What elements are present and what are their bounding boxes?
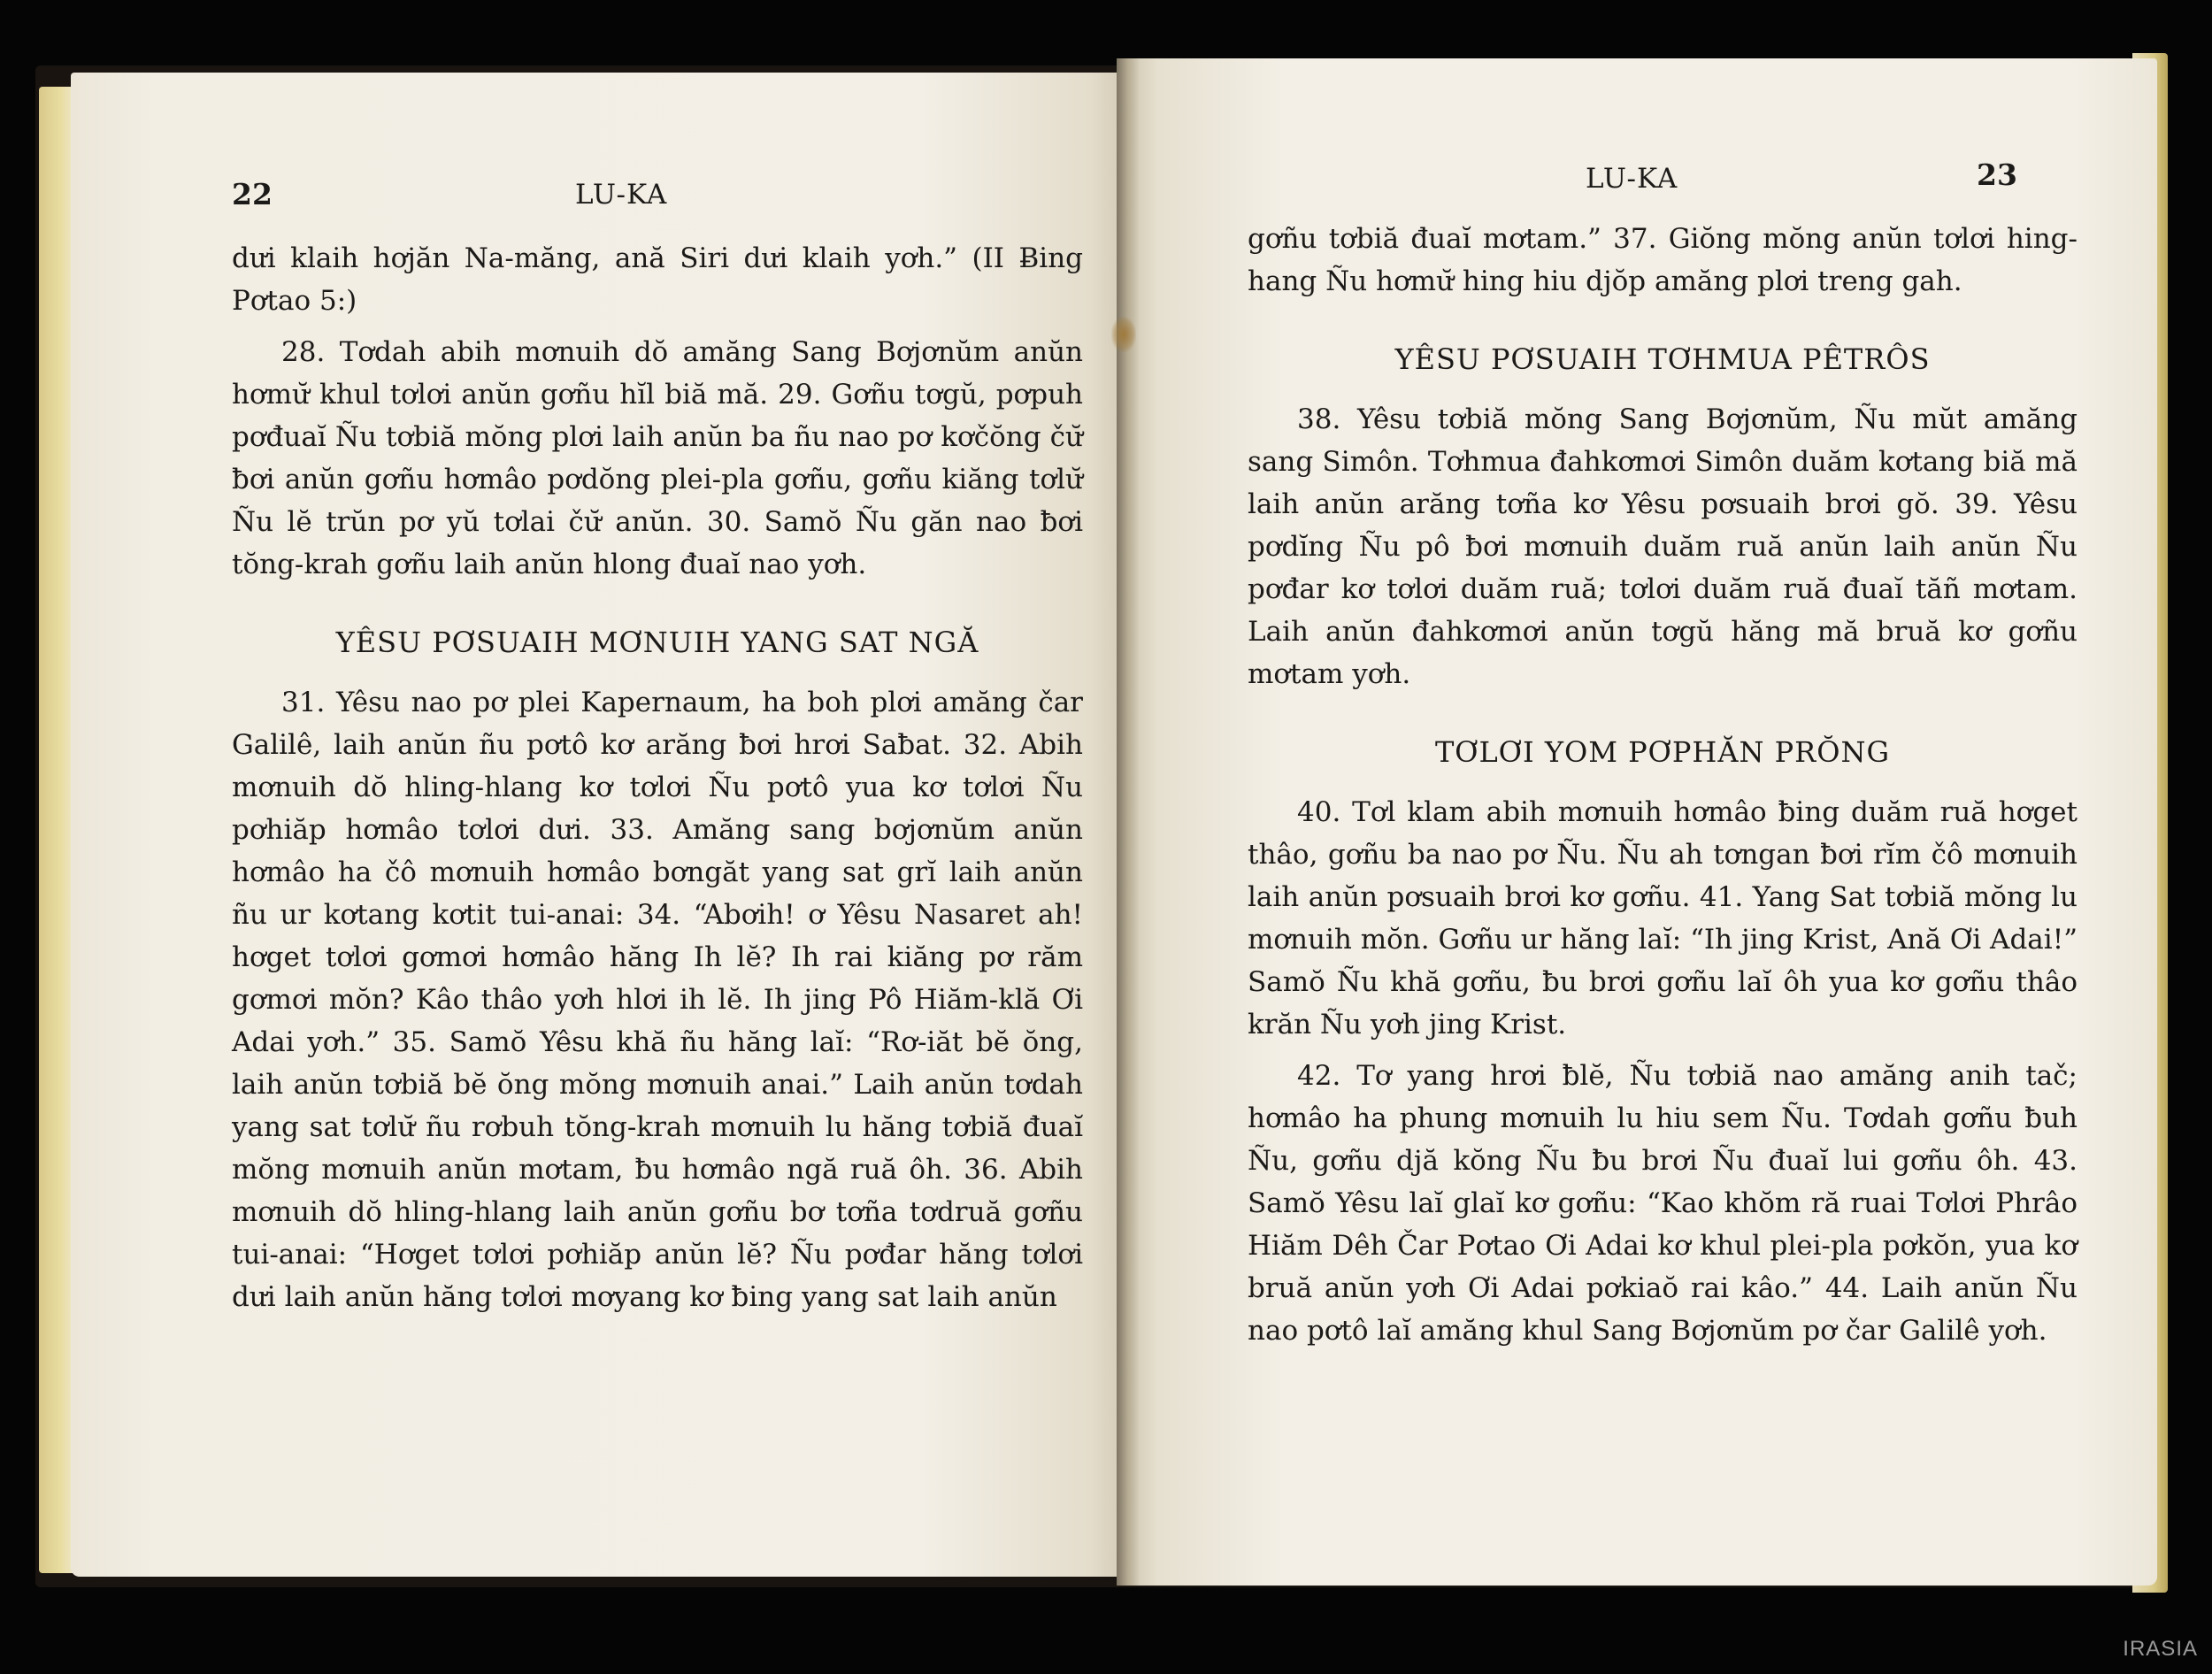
paragraph-40: 40. Tơl klam abih mơnuih hơmâo ƀing duăm ruă hơget thâo, gơñu ba nao pơ Ñu. Ñu ah tơngan ƀơi rĭm čô mơnuih laih anŭn pơsuaih brơi kơ gơñu. 41. Yang Sat tơbiă mŏng lu mơnuih mŏn. Gơñu ur hăng laĭ: “Ih jing Krist, Ană Ơi Adai!” Samŏ Ñu khă gơñu, ƀu brơi gơñu laĭ ôh yua kơ gơñu thâo krăn Ñu yơh jing Krist.: [1248, 796, 2078, 1040]
right-page-body: [1248, 218, 2078, 1361]
paragraph-28: 28. Tơdah abih mơnuih dŏ amăng Sang Bơjơnŭm anŭn hơmư̆ khul tơlơi anŭn gơñu hĭl biă mă. 29. Gơñu tơgŭ, pơpuh pơđuaĭ Ñu tơbiă mŏng plơi laih anŭn ba ñu nao pơ kơčŏng čư̆ ƀơi anŭn gơñu hơmâo pơdŏng plei-pla gơñu, gơñu kiăng tơlư̆ Ñu lĕ trŭn pơ yŭ tơlai čư̆ anŭn. 30. Samŏ Ñu găn nao ƀơi tŏng-krah gơñu laih anŭn hlong đuaĭ nao yơh.: [232, 336, 1083, 580]
left-page-body: [232, 237, 1083, 1327]
watermark: IRASIA: [2123, 1637, 2198, 1661]
paragraph-42: 42. Tơ yang hrơi ƀlĕ, Ñu tơbiă nao amăng anih tač; hơmâo ha phung mơnuih lu hiu sem Ñu. Tơdah gơñu ƀuh Ñu, gơñu djă kŏng Ñu ƀu brơi Ñu đuaĭ lui gơñu ôh. 43. Samŏ Yêsu laĭ glaĭ kơ gơñu: “Kao khŏm ră ruai Tơlơi Phrâo Hiăm Dêh Čar Pơtao Ơi Adai kơ khul plei-pla pơkŏn, yua kơ bruă anŭn yơh Ơi Adai pơkiaŏ rai kâo.” 44. Laih anŭn Ñu nao pơtô laĭ amăng khul Sang Bơjơnŭm pơ čar Galilê yơh.: [1248, 1060, 2078, 1347]
book-gutter: [1117, 58, 1140, 1586]
running-head-left: LU-KA: [575, 179, 668, 211]
right-page: [1117, 58, 2157, 1586]
page-stain: [1111, 317, 1136, 352]
paragraph-31: 31. Yêsu nao pơ plei Kapernaum, ha boh plơi amăng čar Galilê, laih anŭn ñu pơtô kơ arăng ƀơi hrơi Saƀat. 32. Abih mơnuih dŏ hling-hlang kơ tơlơi Ñu pơtô yua kơ tơlơi Ñu pơhiăp hơmâo tơlơi dưi. 33. Amăng sang bơjơnŭm anŭn hơmâo ha čô mơnuih hơmâo bơngăt yang sat grĭ laih anŭn ñu ur kơtang kơtit tui-anai: 34. “Abơih! ơ Yêsu Nasaret ah! hơget tơlơi gơmơi hơmâo hăng Ih lĕ? Ih rai kiăng pơ răm gơmơi mŏn? Kâo thâo yơh hlơi ih lĕ. Ih jing Pô Hiăm-klă Ơi Adai yơh.” 35. Samŏ Yêsu khă ñu hăng laĭ: “Rơ-iăt bĕ ŏng, laih anŭn tơbiă bĕ ŏng mŏng mơnuih anai.” Laih anŭn tơdah yang sat tơlư̆ ñu rơbuh tŏng-krah mơnuih lu hăng tơbiă đuaĭ mŏng mơnuih anŭn mơtam, ƀu hơmâo ngă ruă ôh. 36. Abih mơnuih dŏ hling-hlang laih anŭn gơñu bơ tơña tơdruă gơñu tui-anai: “Hơget tơlơi pơhiăp anŭn lĕ? Ñu pơđar hăng tơlơi dưi laih anŭn hăng tơlơi mơyang kơ ƀing yang sat laih anŭn: [232, 687, 1083, 1313]
section-title-left: YÊSU PƠSUAIH MƠNUIH YANG SAT NGĂ: [335, 626, 979, 659]
section-title-right-2: TƠLƠI YOM PƠPHĂN PRŎNG: [1434, 735, 1891, 769]
paragraph-38: 38. Yêsu tơbiă mŏng Sang Bơjơnŭm, Ñu mŭt amăng sang Simôn. Tơhmua đahkơmơi Simôn duăm kơtang biă mă laih anŭn arăng tơña kơ Yêsu pơsuaih brơi gŏ. 39. Yêsu pơdĭng Ñu pô ƀơi mơnuih duăm ruă anŭn laih anŭn Ñu pơđar kơ tơlơi duăm ruă; tơlơi duăm ruă đuaĭ tăñ mơtam. Laih anŭn đahkơmơi anŭn tơgŭ hăng mă bruă kơ gơñu mơtam yơh.: [1248, 403, 2078, 690]
running-head-right: LU-KA: [1586, 163, 1678, 195]
left-page: [71, 73, 1133, 1577]
section-title-right-1: YÊSU PƠSUAIH TƠHMUA PÊTRÔS: [1394, 342, 1931, 376]
continuation-text: dưi klaih hơjăn Na-măng, ană Siri dưi klaih yơh.” (II Ƀing Pơtao 5:): [232, 242, 1083, 317]
page-number-right: 23: [1977, 157, 2017, 192]
page-number-left: 22: [232, 177, 273, 211]
book-cover-edge-left: [39, 87, 74, 1573]
continuation-text-right: gơñu tơbiă đuaĭ mơtam.” 37. Giŏng mŏng anŭn tơlơi hing-hang Ñu hơmư̆ hing hiu djŏp amăng plơi treng gah.: [1248, 223, 2078, 297]
